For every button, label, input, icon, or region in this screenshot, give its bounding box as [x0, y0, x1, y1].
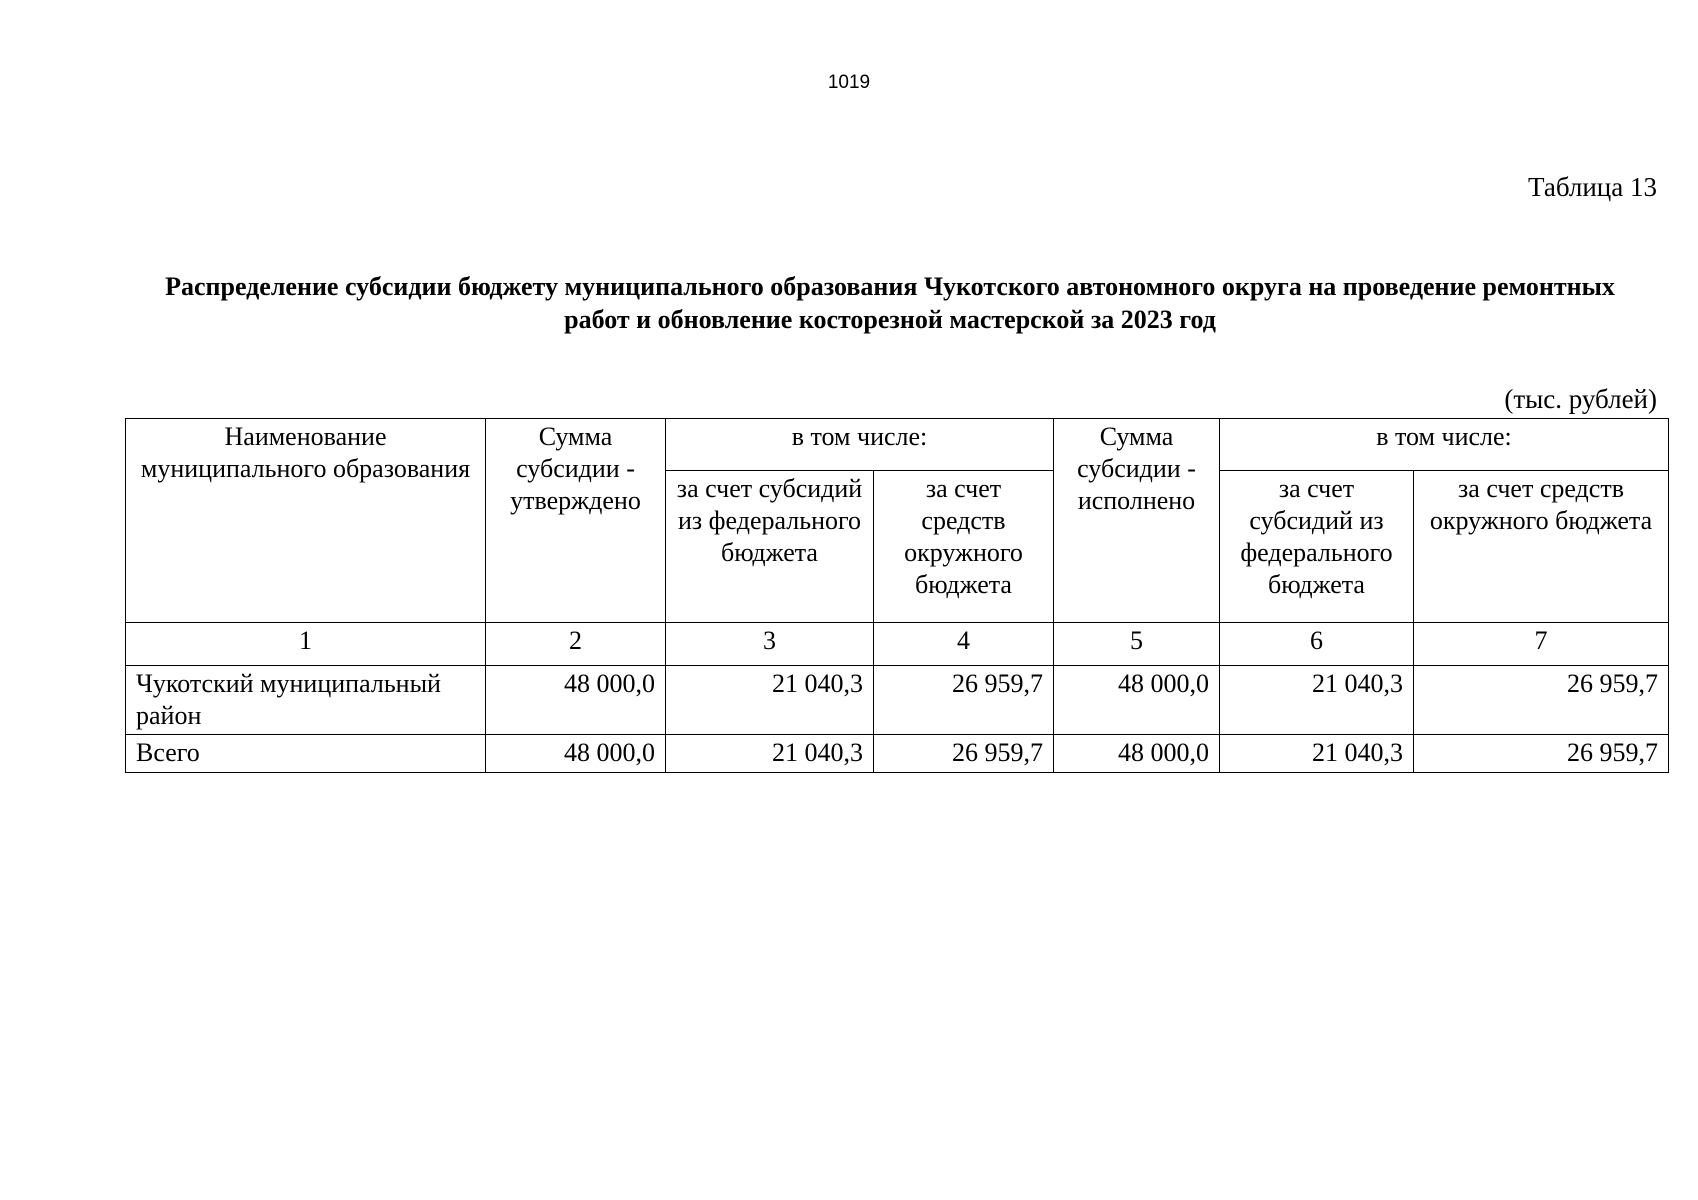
federal-approved-value: 21 040,3	[666, 666, 874, 735]
total-approved: 48 000,0	[486, 735, 666, 773]
district-approved-value: 26 959,7	[874, 666, 1054, 735]
header-federal-executed: за счет субсидий из федерального бюджета	[1220, 471, 1414, 623]
total-federal-approved: 21 040,3	[666, 735, 874, 773]
executed-value: 48 000,0	[1054, 666, 1220, 735]
page-number: 1019	[827, 72, 871, 93]
column-number: 5	[1054, 623, 1220, 666]
header-district-executed: за счет средств окружного бюджета	[1414, 471, 1669, 623]
table-label: Таблица 13	[1528, 172, 1657, 202]
column-number: 1	[126, 623, 486, 666]
column-number: 3	[666, 623, 874, 666]
subsidy-table	[125, 418, 1669, 773]
total-federal-executed: 21 040,3	[1220, 735, 1414, 773]
municipality-name: Чукотский муниципальный район	[126, 666, 486, 735]
header-federal-approved: за счет субсидий из федерального бюджета	[666, 471, 874, 623]
approved-value: 48 000,0	[486, 666, 666, 735]
header-including-executed: в том числе:	[1220, 419, 1669, 471]
total-executed: 48 000,0	[1054, 735, 1220, 773]
units-label: (тыс. рублей)	[1504, 384, 1657, 414]
federal-executed-value: 21 040,3	[1220, 666, 1414, 735]
column-number: 6	[1220, 623, 1414, 666]
total-row	[126, 735, 1669, 773]
header-row-1	[126, 419, 1669, 471]
document-title: Распределение субсидии бюджету муниципального образования Чукотского автономного округа на проведение ремонтных работ и обновление косторезной мастерской за 2023 год	[165, 272, 1615, 334]
column-number: 7	[1414, 623, 1669, 666]
header-including-approved: в том числе:	[666, 419, 1054, 471]
column-number: 4	[874, 623, 1054, 666]
column-number: 2	[486, 623, 666, 666]
header-approved: Сумма субсидии - утверждено	[486, 419, 666, 623]
column-number-row	[126, 623, 1669, 666]
total-district-executed: 26 959,7	[1414, 735, 1669, 773]
total-label: Всего	[126, 735, 486, 773]
header-name: Наименование муниципального образования	[126, 419, 486, 623]
table-row	[126, 666, 1669, 735]
header-executed: Сумма субсидии - исполнено	[1054, 419, 1220, 623]
district-executed-value: 26 959,7	[1414, 666, 1669, 735]
total-district-approved: 26 959,7	[874, 735, 1054, 773]
header-district-approved: за счет средств окружного бюджета	[874, 471, 1054, 623]
